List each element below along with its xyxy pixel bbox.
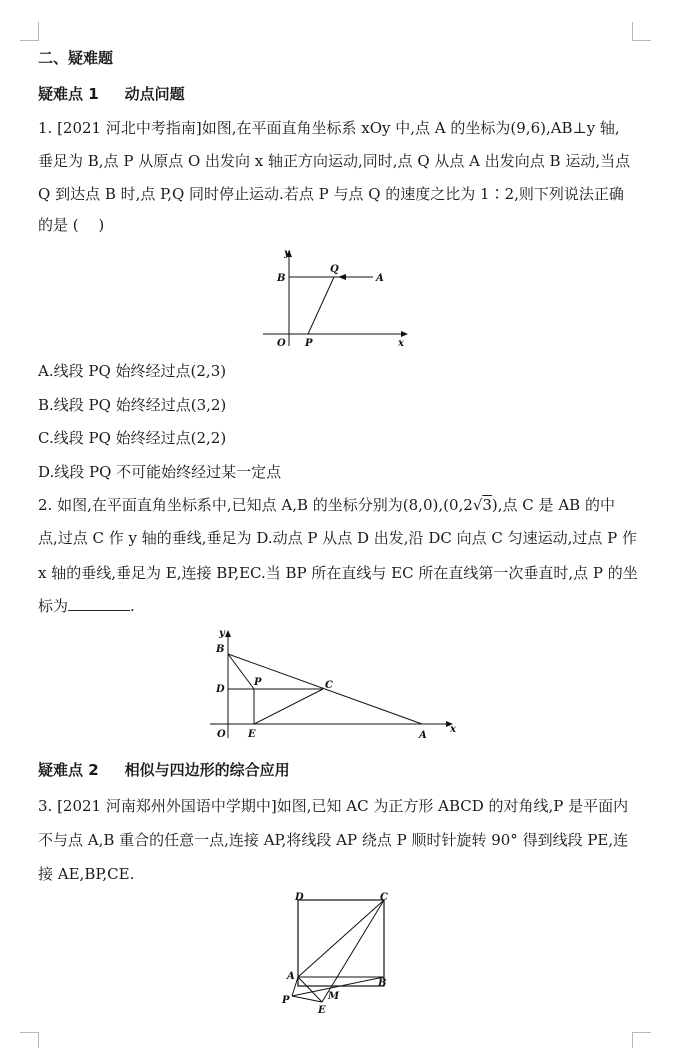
q1-label-B: B (277, 273, 286, 284)
q2-label-B: B (216, 644, 225, 655)
subsection-label: 疑难点 1 (38, 85, 99, 103)
q1-label-y: y (284, 248, 290, 259)
q3-label-C: C (380, 892, 388, 903)
q2-line-4-post: . (130, 597, 135, 615)
q1-figure (258, 240, 418, 352)
q2-label-y: y (219, 628, 225, 639)
q2-label-O: O (217, 729, 226, 740)
q1-option-C: C.线段 PQ 始终经过点(2,2) (38, 429, 227, 447)
q2-segment-EC (254, 689, 323, 724)
q2-line-2: 点,过点 C 作 y 轴的垂线,垂足为 D.动点 P 从点 D 出发,沿 DC 向点 C 匀速运动,过点 P 作 (38, 529, 637, 547)
crop-mark-top-left (20, 22, 39, 41)
subsection-label: 疑难点 2 (38, 761, 99, 779)
crop-mark-top-right (632, 22, 651, 41)
q1-label-P: P (305, 338, 313, 349)
subsection-title: 动点问题 (124, 85, 185, 103)
q2-line-1 (38, 495, 615, 515)
q1-line-3: Q 到达点 B 时,点 P,Q 同时停止运动.若点 P 与点 Q 的速度之比为 1∶2,则下列说法正确 (38, 185, 624, 203)
q1-line-1: 1. [2021 河北中考指南]如图,在平面直角坐标系 xOy 中,点 A 的坐标为(9,6),AB⊥y 轴, (38, 119, 620, 137)
q2-y-arrow (225, 630, 231, 637)
q1-option-B: B.线段 PQ 始终经过点(3,2) (38, 396, 227, 414)
q2-line-1-post: ),点 C 是 AB 的中 (491, 496, 615, 514)
q2-label-E: E (248, 729, 256, 740)
q2-segment-BP (228, 654, 254, 689)
sqrt-radicand: 3 (482, 496, 492, 514)
q2-line-4-pre: 标为 (38, 597, 69, 615)
q2-label-D: D (216, 684, 225, 695)
q2-figure (206, 622, 466, 746)
q1-line-2: 垂足为 B,点 P 从原点 O 出发向 x 轴正方向运动,同时,点 Q 从点 A 出发向点 B 运动,当点 (38, 152, 631, 170)
q1-label-x: x (398, 338, 404, 349)
q3-square-ABCD (298, 900, 384, 986)
subsection-heading-1 (38, 84, 185, 104)
sqrt-sign: √ (472, 496, 483, 514)
q3-figure (276, 888, 406, 1018)
q2-line-1-pre: 2. 如图,在平面直角坐标系中,已知点 A,B 的坐标分别为(8,0),(0,2 (38, 496, 473, 514)
q1-label-O: O (277, 338, 286, 349)
subsection-title: 相似与四边形的综合应用 (124, 761, 290, 779)
q3-label-M: M (328, 991, 340, 1002)
q1-option-A: A.线段 PQ 始终经过点(2,3) (38, 362, 227, 380)
q3-segment-CE (322, 900, 387, 1002)
q1-option-D: D.线段 PQ 不可能始终经过某一定点 (38, 463, 282, 481)
q3-label-E: E (318, 1005, 326, 1016)
q3-label-B: B (378, 978, 387, 989)
q3-line-1: 3. [2021 河南郑州外国语中学期中]如图,已知 AC 为正方形 ABCD 的对角线,P 是平面内 (38, 797, 629, 815)
q1-line-4: 的是 ( ) (38, 216, 105, 234)
q3-label-A: A (287, 971, 295, 982)
q3-line-2: 不与点 A,B 重合的任意一点,连接 AP,将线段 AP 绕点 P 顺时针旋转 90° 得到线段 PE,连 (38, 831, 629, 849)
q2-label-A: A (419, 730, 427, 741)
crop-mark-bottom-right (632, 1032, 651, 1048)
q1-label-Q: Q (330, 264, 339, 275)
q1-x-arrow (401, 331, 408, 337)
q2-label-C: C (325, 680, 333, 691)
q1-direction-arrow (338, 274, 346, 280)
q2-label-P: P (254, 677, 262, 688)
crop-mark-bottom-left (20, 1032, 39, 1048)
q3-label-D: D (295, 892, 304, 903)
q1-label-A: A (376, 273, 384, 284)
answer-blank[interactable] (68, 596, 130, 611)
subsection-heading-2 (38, 760, 290, 780)
q3-diagonal-AC (298, 900, 384, 977)
q2-line-4 (38, 596, 135, 616)
q3-label-P: P (282, 995, 290, 1006)
q2-line-3: x 轴的垂线,垂足为 E,连接 BP,EC.当 BP 所在直线与 EC 所在直线第一次垂直时,点 P 的坐 (38, 564, 638, 582)
section-title: 二、疑难题 (38, 49, 114, 67)
q3-line-3: 接 AE,BP,CE. (38, 865, 135, 883)
q1-segment-PQ (308, 277, 334, 334)
q2-label-x: x (450, 724, 456, 735)
